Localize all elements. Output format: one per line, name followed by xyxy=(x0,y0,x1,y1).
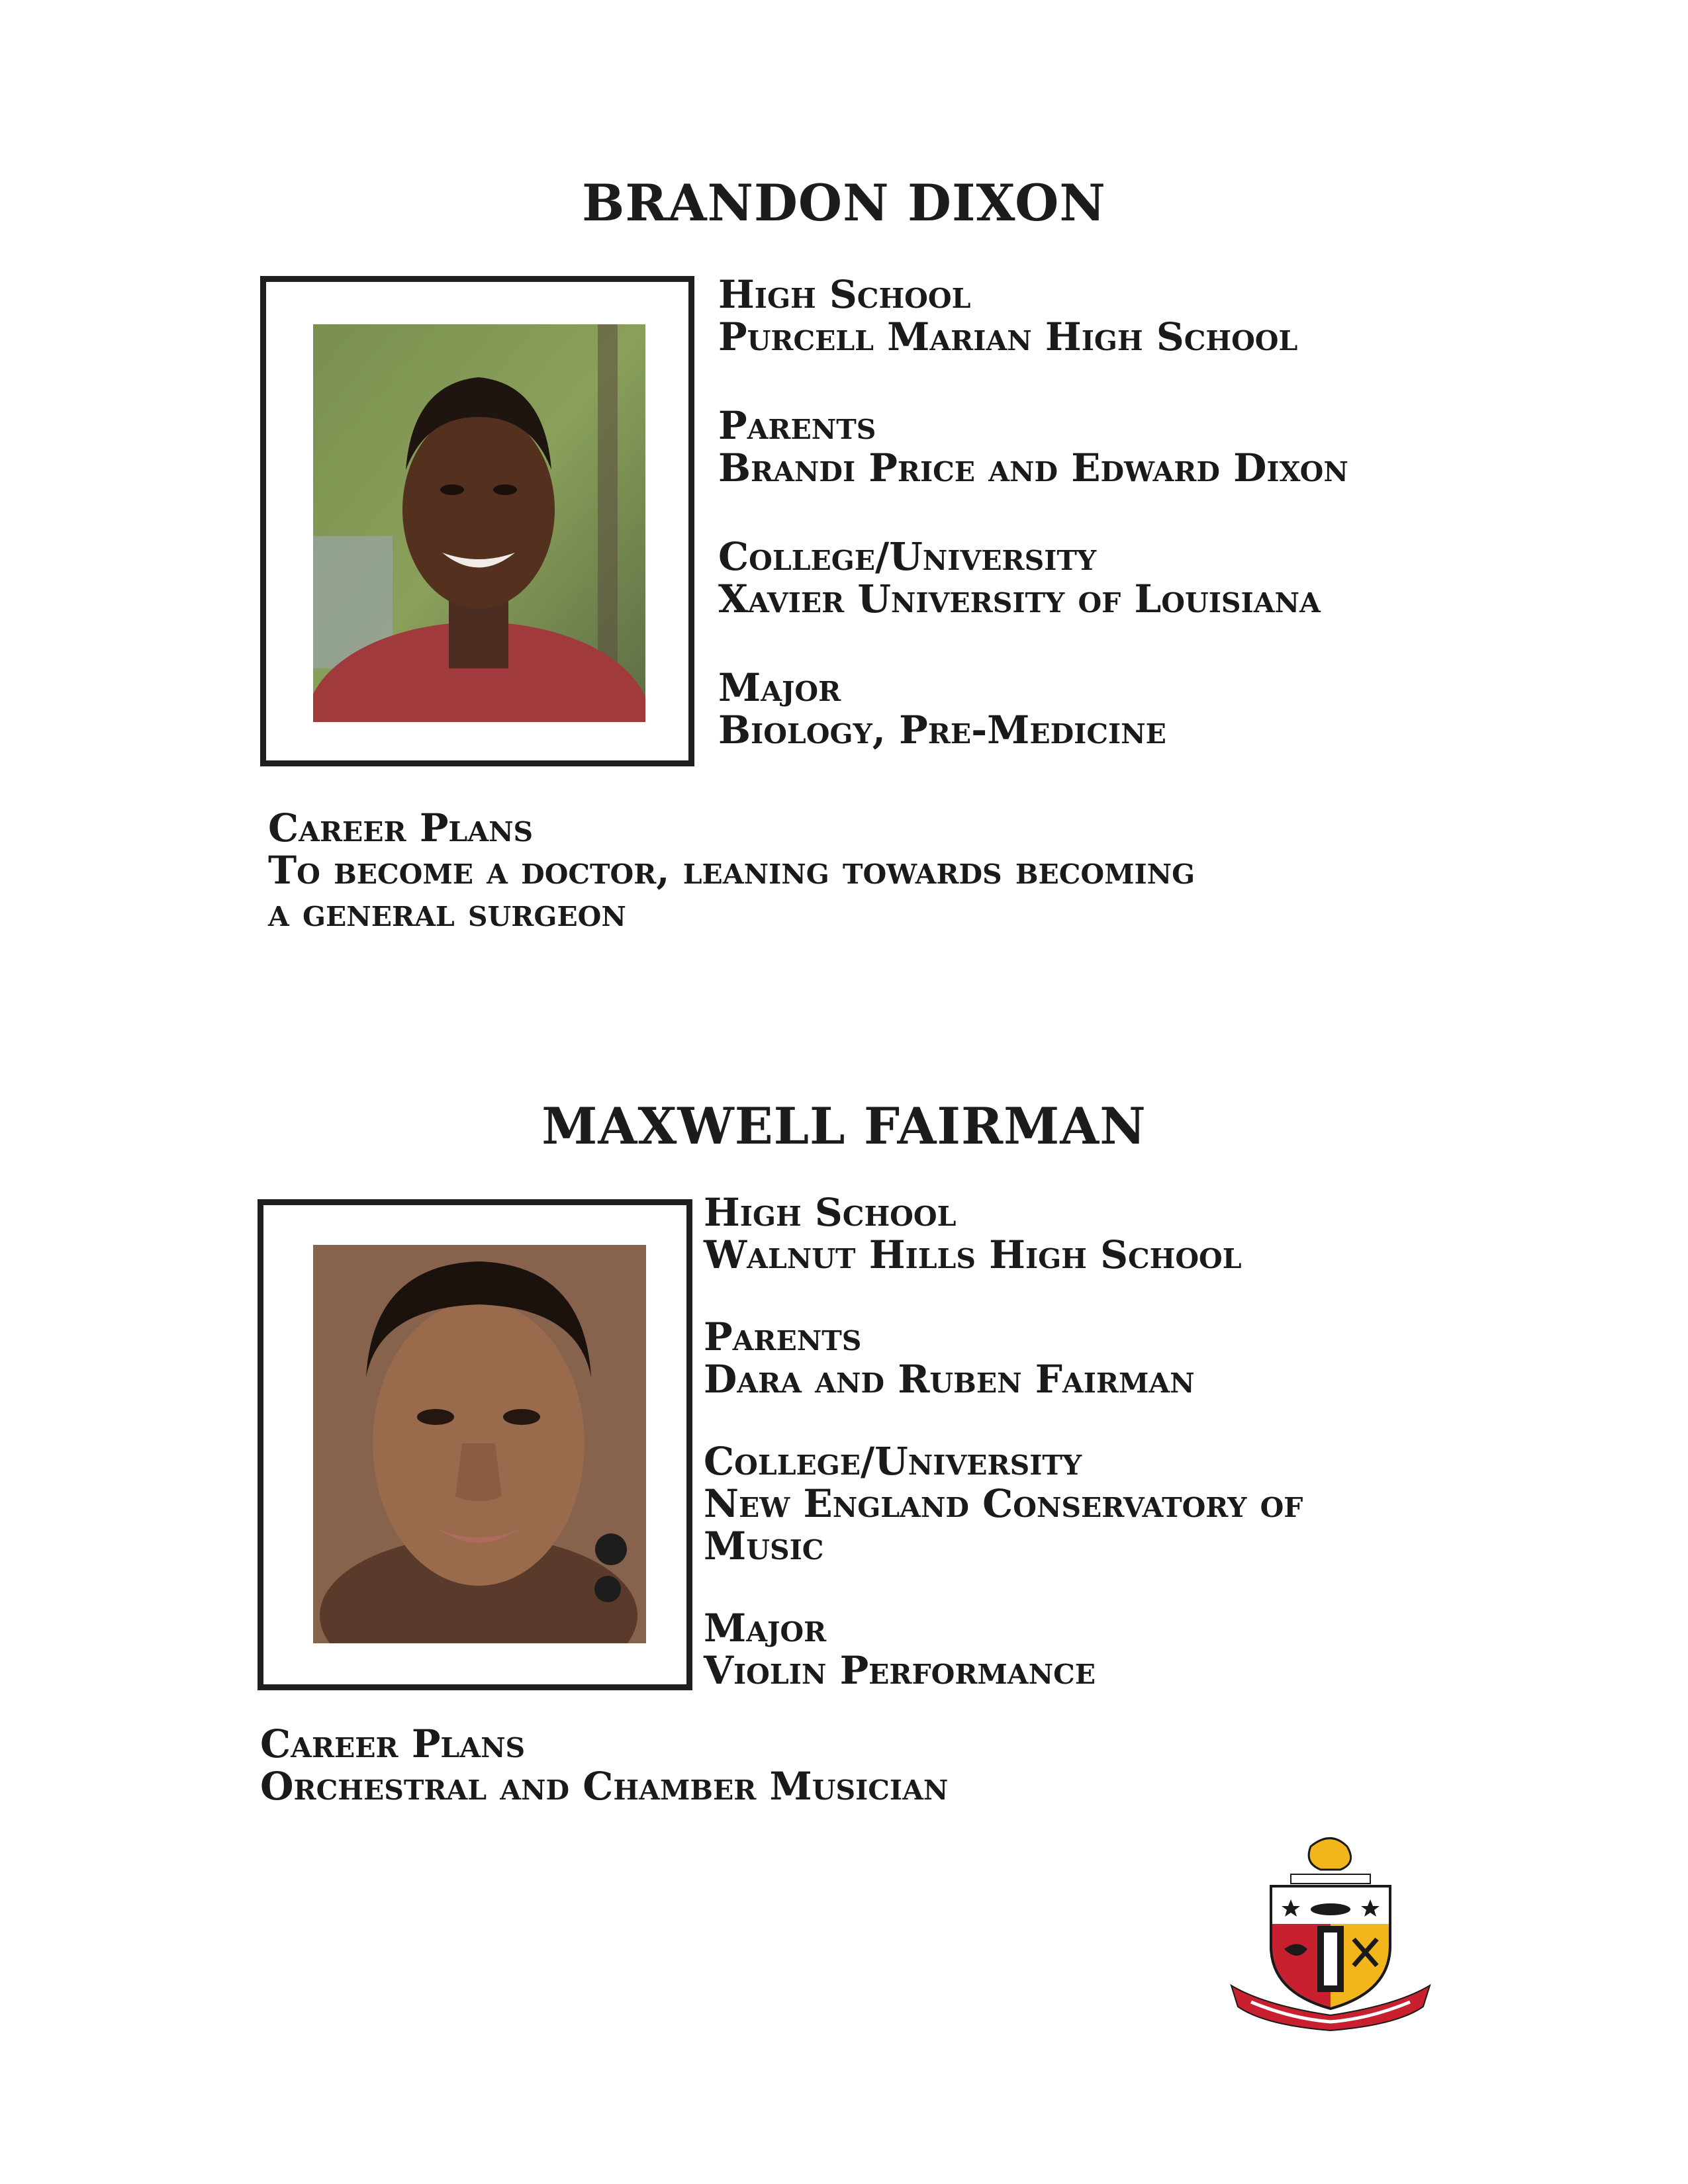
career-plans-line: To become a doctor, leaning towards becoming xyxy=(268,848,1196,893)
college-value: Xavier University of Louisiana xyxy=(718,576,1321,621)
college-group xyxy=(704,1440,1303,1567)
career-plans-label: Career Plans xyxy=(268,805,534,850)
major-label: Major xyxy=(704,1606,827,1651)
parents-label: Parents xyxy=(704,1314,862,1359)
fraternity-crest-icon xyxy=(1225,1833,1436,2032)
major-value: Violin Performance xyxy=(704,1648,1096,1693)
parents-value: Dara and Ruben Fairman xyxy=(704,1357,1195,1402)
high-school-label: High School xyxy=(718,272,971,317)
parents-group xyxy=(704,1316,1303,1400)
major-value: Biology, Pre-Medicine xyxy=(718,707,1166,752)
major-group xyxy=(704,1607,1303,1692)
high-school-group xyxy=(704,1191,1303,1276)
high-school-value: Purcell Marian High School xyxy=(718,314,1298,359)
career-plans xyxy=(268,807,1195,934)
high-school-group xyxy=(718,273,1348,358)
student-photo xyxy=(313,324,645,722)
career-plans xyxy=(260,1723,948,1807)
parents-label: Parents xyxy=(718,403,876,448)
student-photo xyxy=(313,1245,646,1643)
high-school-label: High School xyxy=(704,1190,957,1235)
parents-group xyxy=(718,404,1348,489)
parents-value: Brandi Price and Edward Dixon xyxy=(718,445,1348,490)
college-value: Music xyxy=(704,1524,824,1569)
high-school-value: Walnut Hills High School xyxy=(704,1232,1242,1277)
major-label: Major xyxy=(718,665,841,710)
college-label: College/University xyxy=(704,1439,1082,1484)
college-value: New England Conservatory of xyxy=(704,1481,1303,1526)
career-plans-line: a general surgeon xyxy=(268,890,626,935)
major-group xyxy=(718,666,1348,751)
career-plans-label: Career Plans xyxy=(260,1721,526,1766)
college-label: College/University xyxy=(718,534,1097,579)
student-name: MAXWELL FAIRMAN xyxy=(541,1097,1147,1156)
student-details xyxy=(718,273,1348,797)
college-group xyxy=(718,535,1348,620)
student-details xyxy=(704,1191,1303,1738)
career-plans-line: Orchestral and Chamber Musician xyxy=(260,1764,949,1809)
student-name: BRANDON DIXON xyxy=(582,173,1106,232)
